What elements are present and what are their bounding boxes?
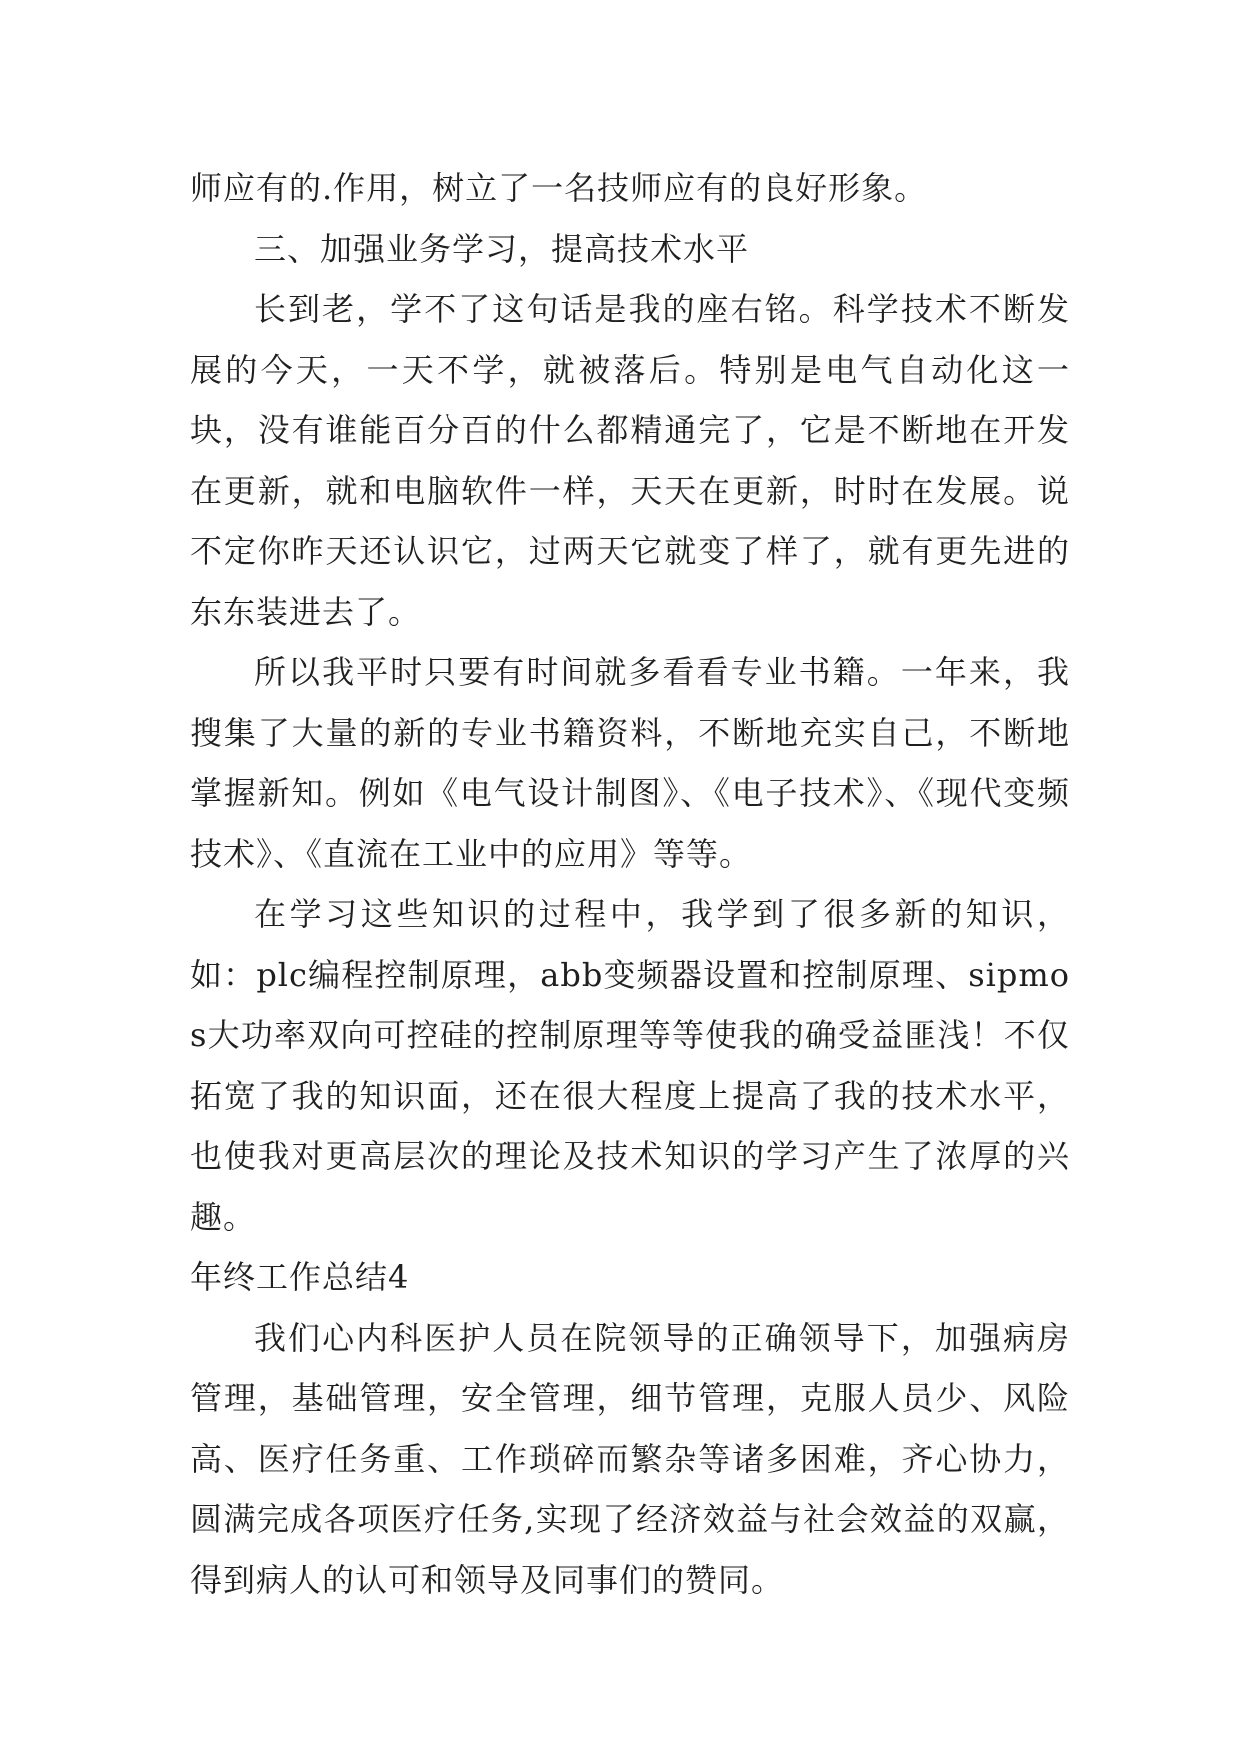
document-title: 年终工作总结4 [190,1258,410,1296]
paragraph: 长到老，学不了这句话是我的座右铭。科学技术不断发展的今天，一天不学，就被落后。特别是电气自动化这一块，没有谁能百分百的什么都精通完了，它是不断地在开发在更新，就和电脑软件一样，天天在更新，时时在发展。说不定你昨天还认识它，过两天它就变了样了，就有更先进的东东装进去了。 [190,290,1070,631]
paragraph: 在学习这些知识的过程中，我学到了很多新的知识，如：plc编程控制原理，abb变频器设置和控制原理、sipmos大功率双向可控硅的控制原理等等使我的确受益匪浅！不仅拓宽了我的知识面，还在很大程度上提高了我的技术水平，也使我对更高层次的理论及技术知识的学习产生了浓厚的兴趣。 [190,895,1070,1236]
paragraph: 所以我平时只要有时间就多看看专业书籍。一年来，我搜集了大量的新的专业书籍资料，不断地充实自己，不断地掌握新知。例如《电气设计制图》、《电子技术》、《现代变频技术》、《直流在工业中的应用》等等。 [190,653,1070,873]
paragraph-continuation: 师应有的.作用，树立了一名技师应有的良好形象。 [190,169,928,207]
section-heading: 三、加强业务学习，提高技术水平 [254,229,750,268]
document-body [190,158,1070,1610]
paragraph: 我们心内科医护人员在院领导的正确领导下，加强病房管理，基础管理，安全管理，细节管理，克服人员少、风险高、医疗任务重、工作琐碎而繁杂等诸多困难，齐心协力，圆满完成各项医疗任务,实现了经济效益与社会效益的双赢，得到病人的认可和领导及同事们的赞同。 [190,1318,1070,1599]
